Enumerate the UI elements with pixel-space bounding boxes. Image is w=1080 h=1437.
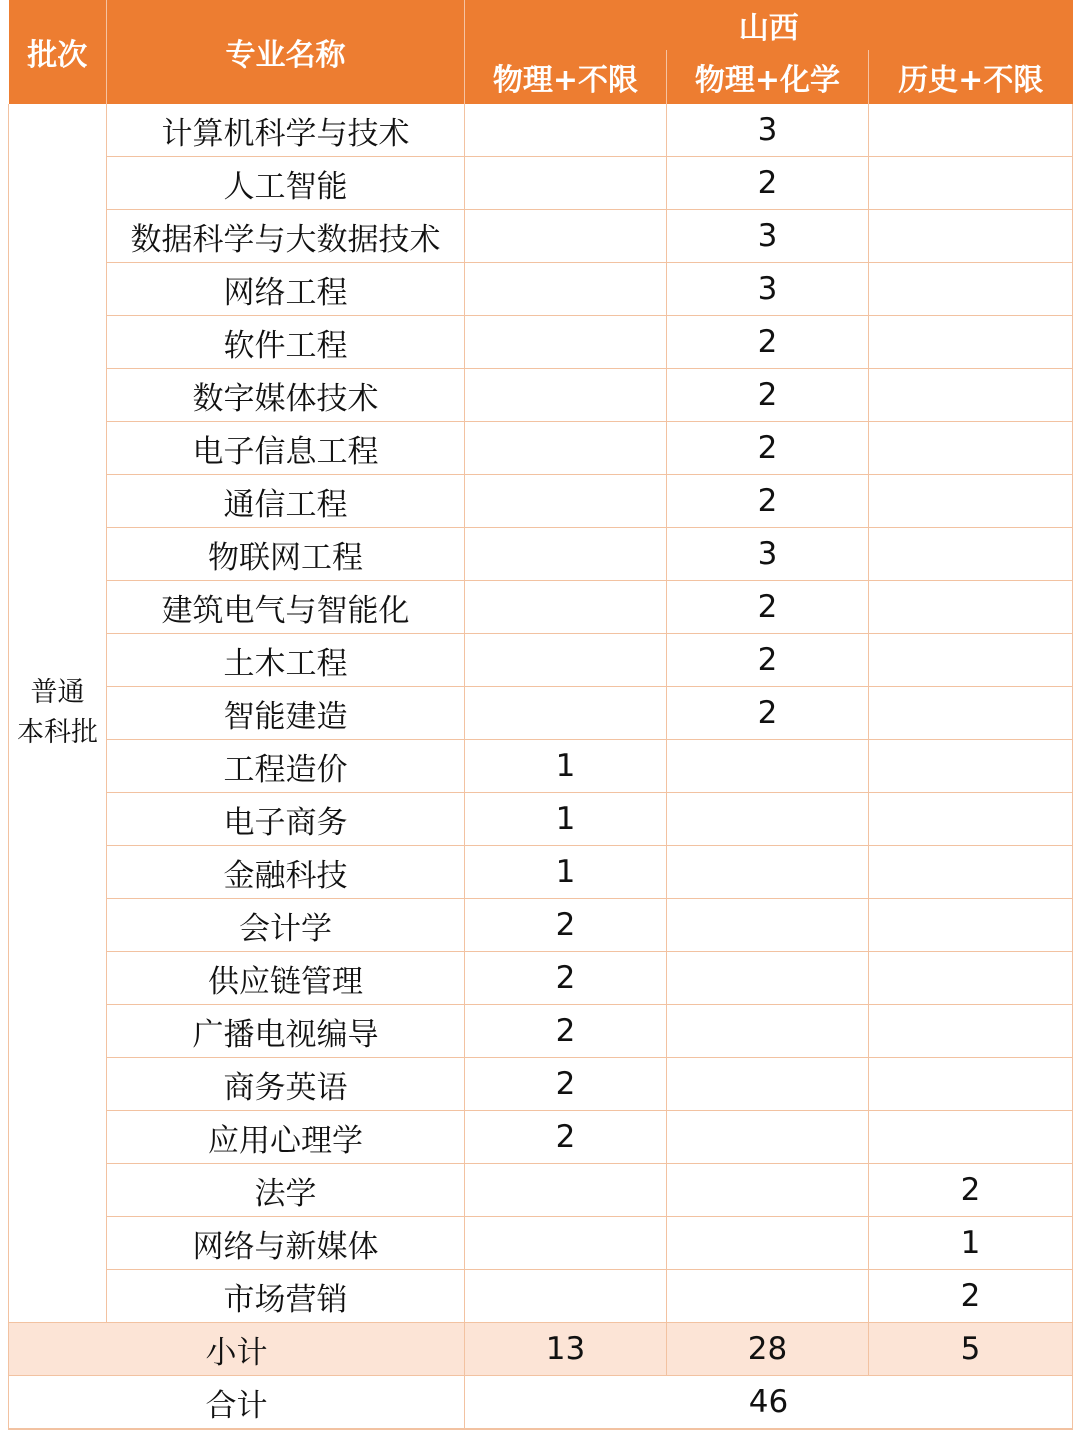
physics-chemistry-cell [667,1005,869,1058]
history-any-cell [869,793,1073,846]
major-cell: 通信工程 [107,475,465,528]
table-row [9,687,1073,740]
major-cell: 数字媒体技术 [107,369,465,422]
major-cell: 计算机科学与技术 [107,104,465,157]
major-cell: 会计学 [107,899,465,952]
physics-chemistry-cell [667,899,869,952]
header-major: 专业名称 [107,0,465,104]
table-row [9,1270,1073,1323]
major-cell: 供应链管理 [107,952,465,1005]
table-row [9,634,1073,687]
enrollment-table-container [8,0,1072,1430]
batch-cell [9,104,107,1323]
history-any-cell: 2 [869,1270,1073,1323]
major-cell: 软件工程 [107,316,465,369]
major-cell: 土木工程 [107,634,465,687]
major-cell: 商务英语 [107,1058,465,1111]
subtotal-label: 小计 [9,1323,465,1376]
table-row [9,1111,1073,1164]
enrollment-table [8,0,1073,1430]
physics-any-cell [465,1164,667,1217]
physics-any-cell [465,1217,667,1270]
major-cell: 网络与新媒体 [107,1217,465,1270]
major-cell: 数据科学与大数据技术 [107,210,465,263]
physics-any-cell: 2 [465,1005,667,1058]
batch-label-line1: 普通 [30,677,85,708]
physics-any-cell [465,210,667,263]
physics-chemistry-cell: 2 [667,157,869,210]
physics-chemistry-cell [667,1111,869,1164]
physics-any-cell [465,263,667,316]
physics-any-cell: 2 [465,1111,667,1164]
physics-chemistry-cell: 2 [667,422,869,475]
major-cell: 建筑电气与智能化 [107,581,465,634]
history-any-cell [869,210,1073,263]
table-row [9,1164,1073,1217]
table-row [9,899,1073,952]
header-physics-any: 物理+不限 [465,50,667,104]
physics-chemistry-cell [667,846,869,899]
history-any-cell [869,369,1073,422]
table-row [9,157,1073,210]
subtotal-row [9,1323,1073,1376]
physics-chemistry-cell: 2 [667,687,869,740]
history-any-cell [869,157,1073,210]
table-row [9,104,1073,157]
physics-any-cell: 2 [465,1058,667,1111]
table-body [9,104,1073,1429]
physics-any-cell [465,528,667,581]
physics-chemistry-cell [667,952,869,1005]
major-cell: 工程造价 [107,740,465,793]
physics-any-cell: 2 [465,952,667,1005]
history-any-cell [869,422,1073,475]
table-row [9,952,1073,1005]
physics-chemistry-cell: 3 [667,210,869,263]
major-cell: 网络工程 [107,263,465,316]
physics-chemistry-cell: 2 [667,316,869,369]
physics-chemistry-cell: 3 [667,263,869,316]
major-cell: 广播电视编导 [107,1005,465,1058]
physics-any-cell: 2 [465,899,667,952]
total-row [9,1376,1073,1430]
physics-any-cell: 1 [465,793,667,846]
history-any-cell [869,263,1073,316]
physics-chemistry-cell [667,1164,869,1217]
history-any-cell [869,581,1073,634]
physics-any-cell [465,369,667,422]
physics-chemistry-cell [667,793,869,846]
physics-any-cell [465,316,667,369]
physics-any-cell [465,157,667,210]
major-cell: 法学 [107,1164,465,1217]
major-cell: 电子商务 [107,793,465,846]
table-row [9,475,1073,528]
table-row [9,1005,1073,1058]
table-row [9,1058,1073,1111]
physics-any-cell [465,581,667,634]
header-physics-chemistry: 物理+化学 [667,50,869,104]
history-any-cell [869,316,1073,369]
major-cell: 电子信息工程 [107,422,465,475]
table-row [9,846,1073,899]
physics-chemistry-cell: 2 [667,634,869,687]
physics-chemistry-cell: 2 [667,581,869,634]
physics-chemistry-cell [667,1058,869,1111]
subtotal-physics-any: 13 [465,1323,667,1376]
table-row [9,369,1073,422]
physics-chemistry-cell [667,740,869,793]
table-row [9,740,1073,793]
table-row [9,422,1073,475]
major-cell: 市场营销 [107,1270,465,1323]
physics-chemistry-cell: 3 [667,528,869,581]
physics-any-cell: 1 [465,846,667,899]
table-row [9,1217,1073,1270]
header-region: 山西 [465,0,1073,50]
history-any-cell [869,952,1073,1005]
physics-chemistry-cell: 3 [667,104,869,157]
total-label: 合计 [9,1376,465,1430]
header-history-any: 历史+不限 [869,50,1073,104]
table-row [9,528,1073,581]
header-batch: 批次 [9,0,107,104]
history-any-cell [869,475,1073,528]
physics-any-cell [465,634,667,687]
physics-any-cell: 1 [465,740,667,793]
major-cell: 应用心理学 [107,1111,465,1164]
table-header [9,0,1073,104]
history-any-cell [869,687,1073,740]
major-cell: 人工智能 [107,157,465,210]
history-any-cell [869,740,1073,793]
physics-any-cell [465,687,667,740]
history-any-cell [869,1005,1073,1058]
major-cell: 物联网工程 [107,528,465,581]
table-row [9,793,1073,846]
major-cell: 金融科技 [107,846,465,899]
history-any-cell: 1 [869,1217,1073,1270]
major-cell: 智能建造 [107,687,465,740]
table-row [9,581,1073,634]
history-any-cell [869,899,1073,952]
physics-chemistry-cell [667,1270,869,1323]
total-value: 46 [465,1376,1073,1430]
history-any-cell [869,846,1073,899]
batch-label-line2: 本科批 [17,717,98,748]
history-any-cell: 2 [869,1164,1073,1217]
subtotal-history-any: 5 [869,1323,1073,1376]
table-row [9,210,1073,263]
physics-chemistry-cell: 2 [667,369,869,422]
history-any-cell [869,634,1073,687]
physics-chemistry-cell: 2 [667,475,869,528]
physics-any-cell [465,1270,667,1323]
physics-any-cell [465,422,667,475]
history-any-cell [869,104,1073,157]
table-row [9,316,1073,369]
table-row [9,263,1073,316]
physics-chemistry-cell [667,1217,869,1270]
physics-any-cell [465,104,667,157]
subtotal-physics-chemistry: 28 [667,1323,869,1376]
physics-any-cell [465,475,667,528]
history-any-cell [869,1058,1073,1111]
history-any-cell [869,1111,1073,1164]
history-any-cell [869,528,1073,581]
